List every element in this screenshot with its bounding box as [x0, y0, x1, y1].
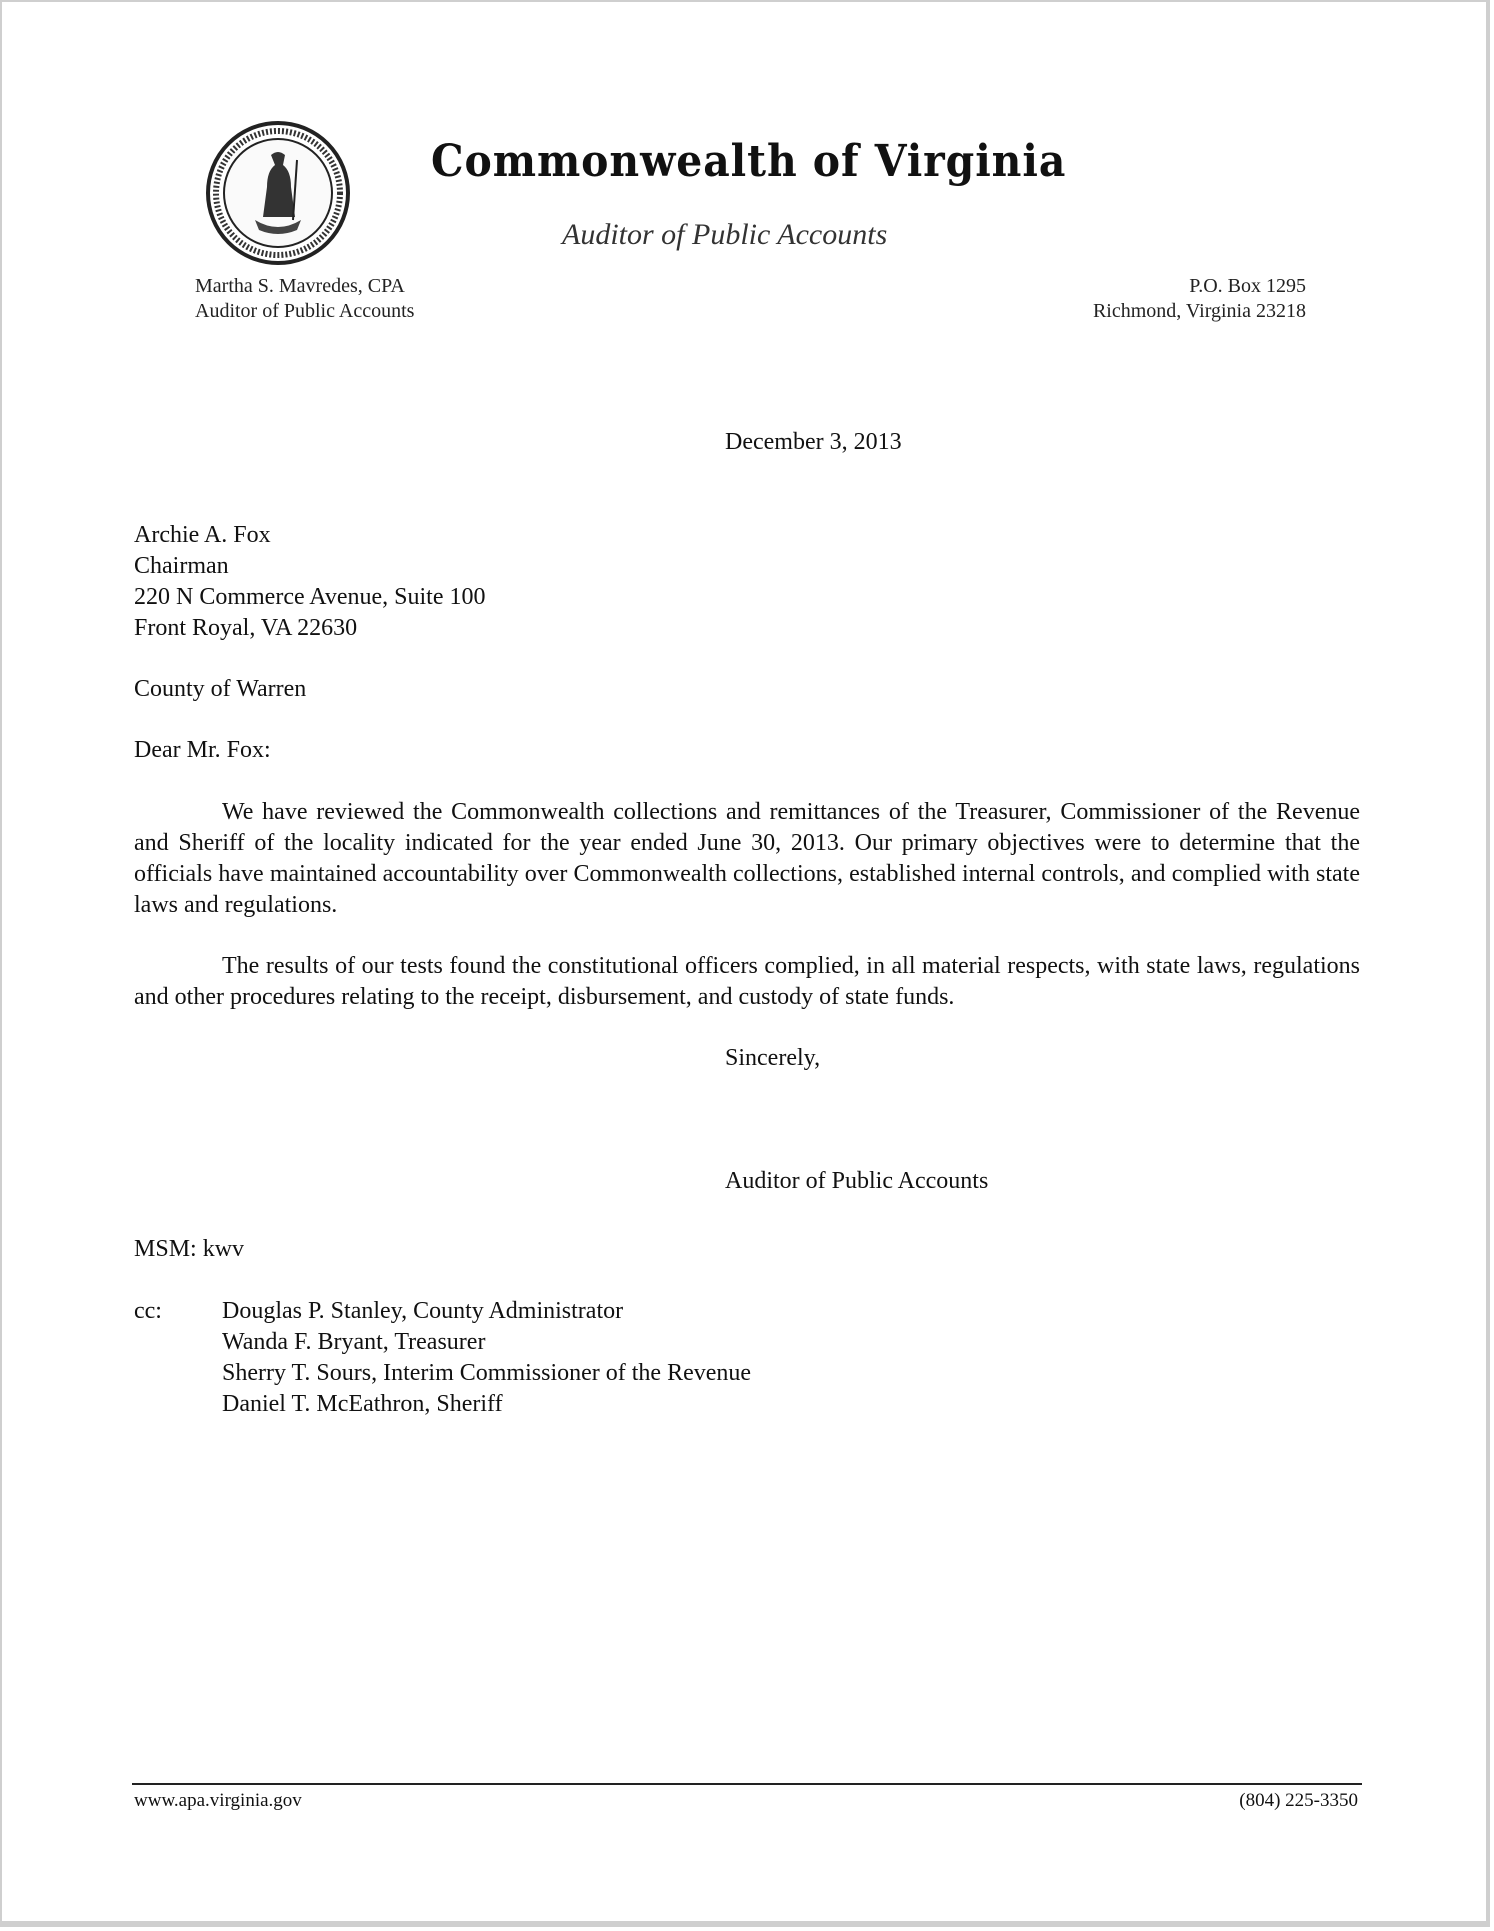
- body-paragraph: We have reviewed the Commonwealth collections and remittances of the Treasurer, Commissioner of the Revenue and Sheriff of the locality indicated for the year ended June 30, 2013. Our primary objectives were to determine that the officials have maintained accountability over Commonwealth collections, established internal controls, and complied with state laws and regulations.: [134, 799, 1360, 918]
- po-box: P.O. Box 1295: [1189, 275, 1306, 297]
- auditor-title: Auditor of Public Accounts: [195, 300, 415, 322]
- locality: County of Warren: [134, 676, 307, 702]
- closing: Sincerely,: [725, 1045, 821, 1071]
- footer-website: www.apa.virginia.gov: [134, 1790, 302, 1811]
- cc-item: Wanda F. Bryant, Treasurer: [222, 1329, 486, 1355]
- body-paragraph: The results of our tests found the constitutional officers complied, in all material respects, with state laws, regulations and other procedures relating to the receipt, disbursement, and custody of state funds.: [134, 953, 1360, 1010]
- auditor-name-block: [195, 274, 414, 324]
- footer-phone: (804) 225-3350: [1239, 1790, 1358, 1811]
- recipient-title: Chairman: [134, 553, 229, 579]
- cc-list: [222, 1296, 751, 1420]
- recipient-city: Front Royal, VA 22630: [134, 615, 358, 641]
- city-state: Richmond, Virginia 23218: [1092, 300, 1306, 322]
- recipient-address: [134, 520, 486, 644]
- letterhead-subtitle: Auditor of Public Accounts: [562, 218, 888, 251]
- salutation: Dear Mr. Fox:: [134, 737, 271, 763]
- auditor-name: Martha S. Mavredes, CPA: [195, 275, 405, 297]
- cc-item: Daniel T. McEathron, Sheriff: [222, 1391, 503, 1417]
- cc-item: Sherry T. Sours, Interim Commissioner of the Revenue: [222, 1360, 752, 1386]
- address-block: [1093, 274, 1306, 324]
- initials: MSM: kwv: [134, 1236, 245, 1262]
- letter-date: December 3, 2013: [725, 429, 902, 455]
- virginia-seal-icon: [205, 120, 351, 266]
- recipient-name: Archie A. Fox: [134, 522, 271, 548]
- cc-item: Douglas P. Stanley, County Administrator: [222, 1298, 624, 1324]
- footer-divider: [132, 1783, 1362, 1785]
- letterhead-title: Commonwealth of Virginia: [431, 136, 1067, 187]
- recipient-street: 220 N Commerce Avenue, Suite 100: [134, 584, 486, 610]
- signer: Auditor of Public Accounts: [725, 1168, 989, 1194]
- cc-label: cc:: [134, 1298, 162, 1324]
